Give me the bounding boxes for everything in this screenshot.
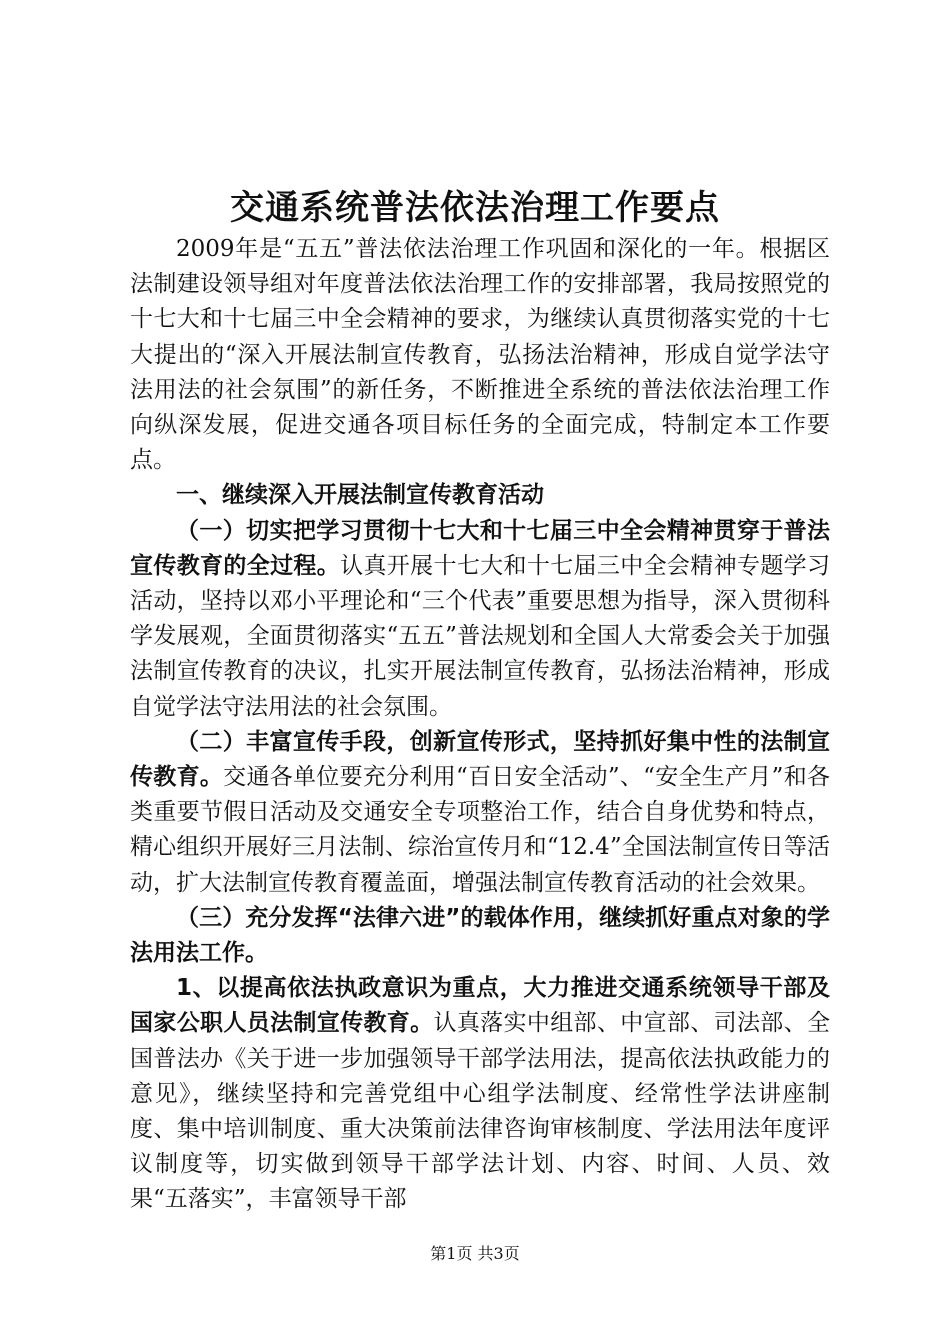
sub-item-1-text: 认真落实中组部、中宣部、司法部、全国普法办《关于进一步加强领导干部学法用法，提高依法执政能力的意见》，继续坚持和完善党组中心组学法制度、经常性学法讲座制度、集中培训制度、重大决策前法律咨询审核制度、学法用法年度评议制度等，切实做到领导干部学法计划、内容、时间、人员、效果“五落实”，丰富领导干部 [130, 1010, 831, 1213]
item-1-text: 认真开展十七大和十七届三中全会精神专题学习活动，坚持以邓小平理论和“三个代表”重要思想为指导，深入贯彻科学发展观，全面贯彻落实“五五”普法规划和全国人大常委会关于加强法制宣传教育的决议，扎实开展法制宣传教育，弘扬法治精神，形成自觉学法守法用法的社会氛围。 [130, 552, 831, 720]
sub-item-1-heading: 1、以提高依法执政意识为重点，大力推进交通系统领导干部及国家公职人员法制宣传教育。 [130, 975, 830, 1037]
item-3-heading: （三）充分发挥“法律六进”的载体作用，继续抓好重点对象的学法用法工作。 [130, 904, 830, 967]
document-title: 交通系统普法依法治理工作要点 [230, 188, 720, 228]
item-1-paragraph [130, 514, 830, 725]
document-body [130, 232, 830, 1218]
item-2-heading: （二）丰富宣传手段，创新宣传形式，坚持抓好集中性的法制宣传教育。 [130, 728, 830, 791]
item-1-heading: （一）切实把学习贯彻十七大和十七届三中全会精神贯穿于普法宣传教育的全过程。 [130, 517, 830, 579]
page-number: 第1页 共3页 [430, 1244, 520, 1263]
sub-item-1-paragraph [130, 971, 830, 1217]
intro-paragraph: 2009年是“五五”普法依法治理工作巩固和深化的一年。根据区法制建设领导组对年度普法依法治理工作的安排部署，我局按照党的十七大和十七届三中全会精神的要求，为继续认真贯彻落实党的十七大提出的“深入开展法制宣传教育，弘扬法治精神，形成自觉学法守法用法的社会氛围”的新任务，不断推进全系统的普法依法治理工作向纵深发展，促进交通各项目标任务的全面完成，特制定本工作要点。 [130, 236, 830, 474]
item-2-paragraph [130, 725, 830, 901]
item-3-paragraph [130, 901, 830, 971]
section-heading-1: 一、继续深入开展法制宣传教育活动 [176, 482, 544, 509]
item-2-text: 交通各单位要充分利用“百日安全活动”、“安全生产月”和各类重要节假日活动及交通安全专项整治工作，结合自身优势和特点，精心组织开展好三月法制、综治宣传月和“12.4”全国法制宣传日等活动，扩大法制宣传教育覆盖面，增强法制宣传教育活动的社会效果。 [130, 764, 830, 896]
